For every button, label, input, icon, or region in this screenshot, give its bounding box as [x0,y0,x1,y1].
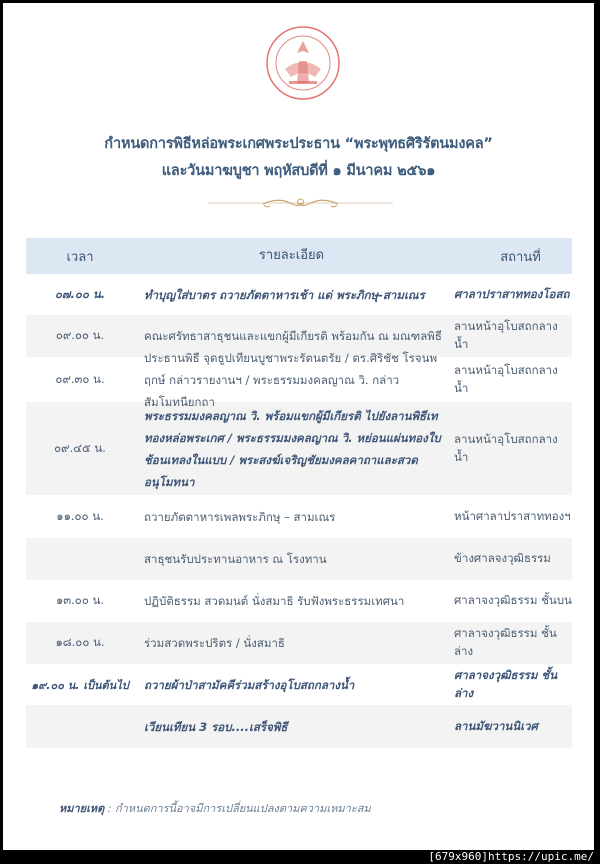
table-row [26,538,572,580]
row-time: ๐๙.๐๐ น. [55,328,105,342]
row-details: สาธุชนรับประทานอาหาร ณ โรงทาน [144,552,327,566]
row-location: หน้าศาลาปราสาททองฯ [454,508,571,523]
row-details: ปฏิบัติธรรม สวดมนต์ นั่งสมาธิ รับฟังพระธรรมเทศนา [144,594,405,608]
table-row [26,664,572,705]
table-row [26,350,572,409]
row-location: ลานหน้าอุโบสถกลางน้ำ [454,431,558,464]
footnote-label: หมายเหตุ [59,802,105,815]
row-details: ถวายผ้าป่าสามัคคีร่วมสร้างอุโบสถกลางน้ำ [144,677,355,692]
row-details: ประธานพิธี จุดธูปเทียนบูชาพระรัตนตรัย / ดร.ศิริชัช โรจนพฤกษ์ กล่าวรายงานฯ / พระธรรมมงคลญาณ วิ. กล่าวสัมโมทนียกถา [144,350,438,409]
table-row [26,495,572,538]
row-location: ศาลาจงวุฒิธรรม ชั้นล่าง [454,667,558,700]
ornament-divider-icon [208,195,393,211]
row-location: ลานหน้าอุโบสถกลางน้ำ [454,319,558,351]
row-details: พระธรรมมงคลญาณ วิ. พร้อมแขกผู้มีเกียรติ ไปยังลานพิธีเททองหล่อพระเกศ / พระธรรมมงคลญาณ วิ. หย่อนแผ่นทองใบช้อนเทลงในแบบ / พระสงฆ์เจริญชัยมงคลคาถาและสวดอนุโมทนา [144,408,441,489]
column-header-time: เวลา [66,249,94,265]
table-row [26,622,572,664]
schedule-table [26,238,572,748]
footnote-text: : กำหนดการนี้อาจมีการเปลี่ยนแปลงตามความเหมาะสม [104,802,371,815]
temple-seal-icon [265,11,341,107]
row-time: ๑๙.๐๐ น. เป็นต้นไป [31,678,129,692]
row-time: ๑๑.๐๐ น. [56,508,104,523]
row-time: ๐๙.๓๐ น. [55,371,105,386]
row-details: ร่วมสวดพระปริตร / นั่งสมาธิ [144,636,285,650]
row-location: ศาลาจงวุฒิธรรม ชั้นบน [454,593,572,607]
row-time: ๑๘.๐๐ น. [55,635,105,649]
watermark-text: [679x960]https://upic.me/ [428,850,594,863]
schedule-page [3,3,594,850]
table-header [26,238,572,274]
row-time: ๐๗.๐๐ น. [54,286,106,301]
row-location: ลานมัฆวานนิเวศ [454,718,538,733]
row-location: ลานหน้าอุโบสถกลางน้ำ [454,362,558,395]
row-details: ถวายภัตตาหารเพลพระภิกษุ – สามเณร [144,509,336,524]
row-time: ๐๙.๔๕ น. [54,440,106,455]
page-title: กำหนดการพิธีหล่อพระเกศพระประธาน “พระพุทธศิริรัตนมงคล” [104,136,493,152]
row-location: ข้างศาลจงวุฒิธรรม [454,551,551,565]
row-details: เวียนเทียน 3 รอบ....เสร็จพิธี [144,719,288,734]
table-row [26,705,572,748]
table-row [26,580,572,622]
table-row [26,402,572,495]
row-details: คณะศรัทธาสาธุชนและแขกผู้มีเกียรติ พร้อมกัน ณ มณฑลพิธี [144,329,442,343]
row-location: ศาลาจงวุฒิธรรม ชั้นล่าง [454,626,557,658]
column-header-location: สถานที่ [500,249,541,265]
table-row [26,274,572,315]
footnote [59,799,371,817]
column-header-details: รายละเอียด [258,248,325,263]
page-subtitle: และวันมาฆบูชา พฤหัสบดีที่ ๑ มีนาคม ๒๕๖๑ [161,163,436,179]
row-time: ๑๓.๐๐ น. [55,593,105,607]
row-details: ทำบุญใส่บาตร ถวายภัตตาหารเช้า แด่ พระภิกษุ-สามเณร [144,287,425,302]
row-location: ศาลาปราสาททองโอสถ [454,286,570,301]
